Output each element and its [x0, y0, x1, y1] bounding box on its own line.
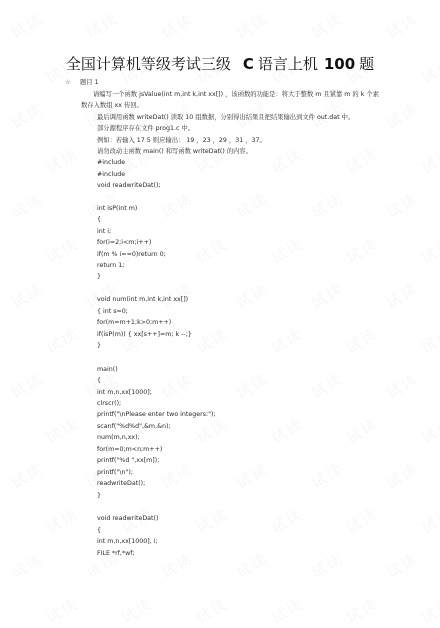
code-line: num(m,n,xx);: [97, 434, 140, 441]
code-line: void num(int m,int k,int xx[]): [97, 296, 189, 303]
question-line: 数存入数组 xx 传回。: [81, 102, 143, 109]
watermark-text: [267, 143, 307, 178]
question-label: 题目 1: [80, 79, 99, 86]
code-line: scanf("%d%d",&m,&n);: [97, 423, 171, 430]
watermark-text: [417, 233, 440, 268]
question-line: 部分源程序存在文件 prog1.c 中。: [97, 125, 195, 132]
watermark-text: [417, 323, 440, 358]
code-line: if(m % i==0)return 0;: [97, 251, 166, 258]
code-line: int isP(int m): [97, 205, 138, 212]
question-line: 最后调用函数 writeDat() 读取 10 组数据，分别得出结果且把结果输出到文件 out.dat 中。: [97, 114, 355, 121]
title-part3: 题: [359, 55, 375, 73]
watermark-text: [42, 593, 82, 628]
code-line: }: [97, 342, 102, 349]
watermark-text: [117, 593, 157, 628]
watermark-text: [42, 233, 82, 268]
watermark-text: [192, 503, 232, 538]
watermark-text: [342, 413, 382, 448]
code-line: #include: [97, 159, 126, 166]
watermark-text: [417, 503, 440, 538]
watermark-text: [307, 188, 347, 223]
watermark-text: [42, 503, 82, 538]
watermark-text: [307, 8, 347, 43]
code-line: printf("%d ",xx[m]);: [97, 457, 160, 464]
code-line: for(m=0;m<n;m++): [97, 446, 163, 453]
watermark-text: [7, 458, 47, 493]
watermark-text: [342, 323, 382, 358]
watermark-text: [342, 233, 382, 268]
watermark-text: [157, 548, 197, 583]
watermark-text: [267, 233, 307, 268]
question-line: 例如：若输入 17 5 则应输出： 19 ，23 ，29 ，31 ，37。: [97, 137, 266, 144]
watermark-text: [232, 8, 272, 43]
watermark-text: [417, 593, 440, 628]
page-title: [0, 53, 440, 74]
watermark-text: [192, 593, 232, 628]
watermark-text: [382, 458, 422, 493]
code-line: readwriteDat();: [97, 480, 146, 487]
watermark-text: [342, 143, 382, 178]
watermark-text: [417, 143, 440, 178]
code-line: int m,n,xx[1000], i;: [97, 538, 158, 545]
watermark-text: [342, 503, 382, 538]
code-line: FILE *rf,*wf;: [97, 550, 135, 557]
code-line: for(i=2;i<m;i++): [97, 239, 152, 246]
watermark-text: [307, 368, 347, 403]
watermark-text: [267, 593, 307, 628]
code-line: printf("\n");: [97, 469, 133, 476]
watermark-text: [382, 368, 422, 403]
code-line: {: [97, 377, 102, 384]
watermark-text: [417, 413, 440, 448]
watermark-text: [157, 458, 197, 493]
watermark-text: [157, 368, 197, 403]
code-line: }: [97, 273, 102, 280]
watermark-text: [382, 548, 422, 583]
code-line: for(m=m+1;k>0;m++): [97, 319, 172, 326]
code-line: void readwriteDat();: [97, 182, 161, 189]
code-line: { int s=0;: [97, 308, 128, 315]
code-line: {: [97, 527, 102, 534]
question-line: 请编写一个函数 jsValue(int m,int k,int xx[]) ，该函数的功能是：将大于整数 m 且紧靠 m 的 k 个素: [93, 91, 379, 98]
watermark-text: [42, 413, 82, 448]
watermark-text: [382, 278, 422, 313]
code-line: int i;: [97, 228, 112, 235]
watermark-text: [7, 8, 47, 43]
watermark-text: [382, 188, 422, 223]
code-line: return 1;: [97, 262, 125, 269]
code-line: printf("\nPlease enter two integers:");: [97, 411, 216, 418]
code-line: clrscr();: [97, 400, 122, 407]
watermark-text: [7, 548, 47, 583]
watermark-text: [7, 368, 47, 403]
watermark-text: [82, 8, 122, 43]
watermark-text: [382, 98, 422, 133]
watermark-text: [382, 8, 422, 43]
watermark-text: [157, 188, 197, 223]
watermark-text: [232, 458, 272, 493]
watermark-text: [267, 503, 307, 538]
watermark-text: [267, 323, 307, 358]
code-line: }: [97, 492, 102, 499]
watermark-text: [157, 8, 197, 43]
code-line: if(isP(m)) { xx[s++]=m; k --;}: [97, 331, 192, 338]
watermark-text: [307, 548, 347, 583]
watermark-text: [192, 323, 232, 358]
watermark-text: [232, 188, 272, 223]
watermark-text: [307, 458, 347, 493]
watermark-text: [117, 323, 157, 358]
question-line: 请勿改动主函数 main() 和写函数 writeDat() 的内容。: [97, 148, 253, 155]
watermark-text: [232, 278, 272, 313]
watermark-text: [267, 413, 307, 448]
code-line: int m,n,xx[1000];: [97, 389, 152, 396]
question-bullet: ☆: [65, 79, 71, 86]
watermark-text: [7, 188, 47, 223]
code-line: void readwriteDat(): [97, 515, 159, 522]
title-part2: 语言上机: [257, 55, 318, 73]
watermark-text: [232, 368, 272, 403]
code-line: #include: [97, 171, 126, 178]
watermark-text: [342, 593, 382, 628]
title-lang: C: [242, 55, 254, 73]
code-line: {: [97, 216, 102, 223]
title-part1: 全国计算机等级考试三级: [65, 55, 231, 73]
title-num: 100: [323, 55, 356, 73]
code-line: main(): [97, 366, 118, 373]
watermark-text: [192, 233, 232, 268]
watermark-text: [307, 278, 347, 313]
watermark-text: [7, 278, 47, 313]
watermark-text: [42, 143, 82, 178]
watermark-text: [232, 548, 272, 583]
watermark-text: [42, 323, 82, 358]
watermark-text: [7, 98, 47, 133]
